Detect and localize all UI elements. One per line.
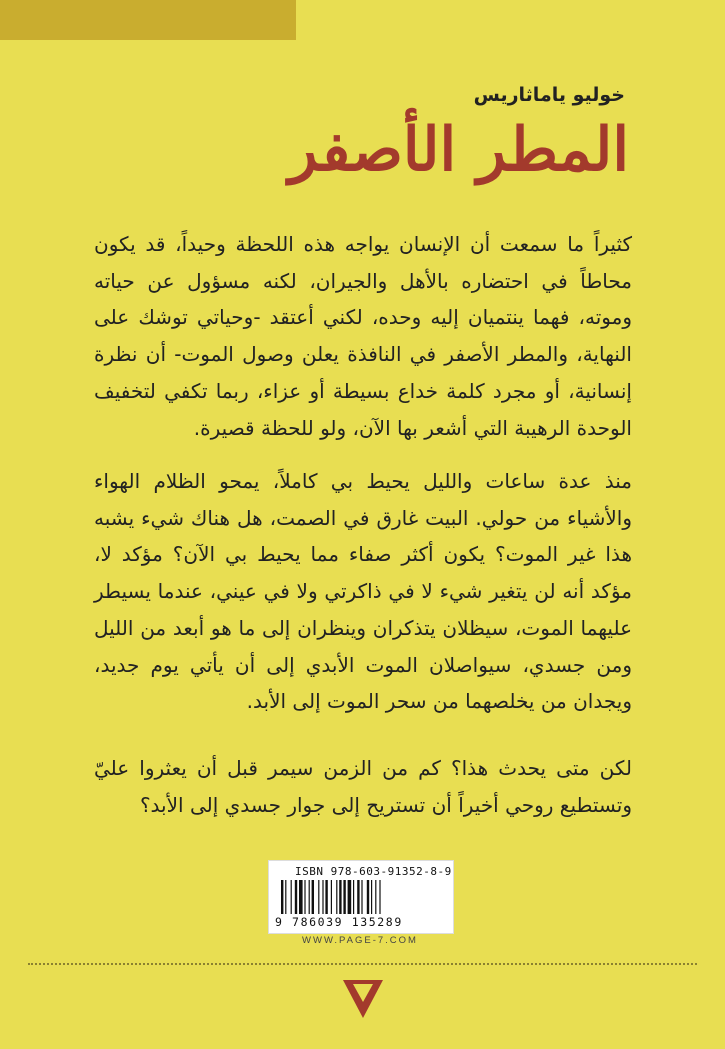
isbn-number: ISBN 978-603-91352-8-9	[295, 865, 452, 878]
top-color-band	[0, 0, 296, 40]
barcode-digits: 9 786039 135289	[275, 915, 403, 929]
book-title: المطر الأصفر	[288, 115, 629, 185]
barcode-icon	[279, 880, 443, 914]
blurb-paragraph-3: لكن متى يحدث هذا؟ كم من الزمن سيمر قبل أن يعثروا عليّ وتستطيع روحي أخيراً أن تستريح إلى جوار جسدي إلى الأبد؟	[94, 756, 632, 817]
blurb-paragraph-1: كثيراً ما سمعت أن الإنسان يواجه هذه اللحظة وحيداً، قد يكون محاطاً في احتضاره بالأهل والجيران، لكنه مسؤول عن حياته وموته، فهما ينتميان إليه وحده، لكني أعتقد -وحياتي توشك على النهاية، والمطر الأصفر في النافذة يعلن وصول الموت- أن نظرة إنسانية، أو مجرد كلمة خداع بسيطة أو عزاء، ربما تكفي لتخفيف الوحدة الرهيبة التي أشعر بها الآن، ولو للحظة قصيرة.	[94, 232, 632, 440]
dotted-divider	[28, 963, 697, 965]
author-name: خوليو ياماثاريس	[473, 84, 625, 106]
barcode-label	[268, 860, 454, 934]
chevron-logo-icon	[343, 978, 383, 1020]
publisher-website: WWW.PAGE-7.COM	[302, 935, 418, 946]
blurb-paragraph-2: منذ عدة ساعات والليل يحيط بي كاملاً، يمحو الظلام الهواء والأشياء من حولي. البيت غارق في الصمت، هل هناك شيء يشبه هذا غير الموت؟ يكون أكثر صفاء مما يحيط بي الآن؟ مؤكد لا، مؤكد أنه لن يتغير شيء لا في ذاكرتي ولا في عيني، عندما يسيطر عليهما الموت، سيظلان يتذكران وينظران إلى ما هو أبعد من الليل ومن جسدي، سيواصلان الموت الأبدي إلى أن يأتي يوم جديد، ويجدان من يخلصهما من سحر الموت إلى الأبد.	[94, 469, 632, 714]
